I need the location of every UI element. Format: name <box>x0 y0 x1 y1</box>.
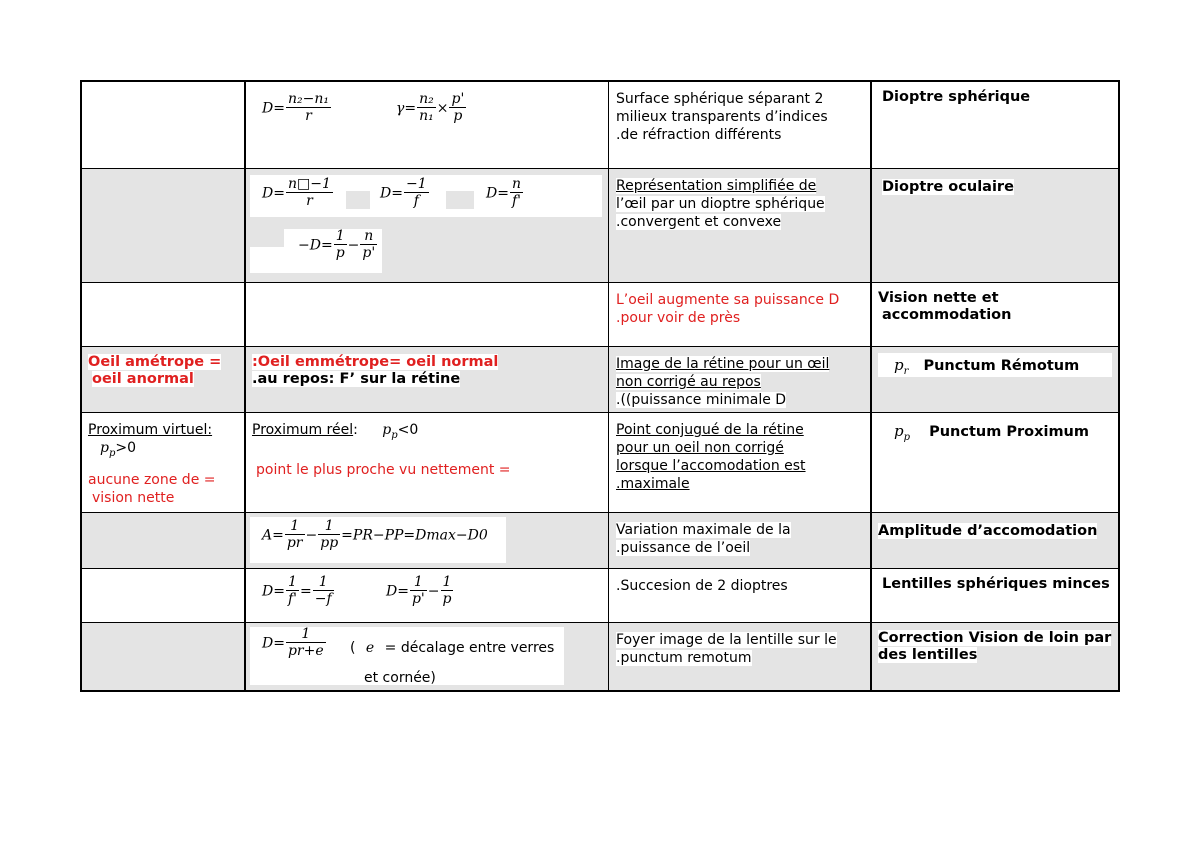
gap <box>346 191 370 209</box>
formula-numerator: 1 <box>285 519 305 535</box>
formula-conjugate <box>298 229 378 262</box>
term-cell <box>872 513 1118 568</box>
term-title: Lentilles sphériques minces <box>882 576 1110 592</box>
formula-numerator: n <box>511 176 521 192</box>
formula-lhs: D= <box>486 185 509 202</box>
note-symbol: e <box>365 640 375 656</box>
formula-denominator: f' <box>287 591 297 607</box>
gap <box>250 229 284 247</box>
formula-denominator: pr+e <box>287 643 324 659</box>
definition-cell <box>610 623 870 690</box>
definition-line: non corrigé au repos <box>616 374 761 390</box>
formula-focal <box>380 177 430 210</box>
term-line: accommodation <box>882 307 1012 323</box>
formula-denominator: p' <box>362 245 376 261</box>
category-line: oeil anormal <box>92 371 194 387</box>
formula-lhs: D= <box>262 100 285 117</box>
term-cell <box>872 82 1118 168</box>
proximum-real-label: Proximum réel <box>252 422 354 438</box>
formula-numerator: 1 <box>334 229 347 245</box>
formula-denominator: pr <box>286 535 303 551</box>
definition-line: Représentation simplifiée de <box>616 178 817 194</box>
punctum-symbol: p <box>894 356 904 374</box>
emmetrope-title: :Oeil emmétrope= oeil normal <box>252 354 499 370</box>
term-title: Dioptre oculaire <box>882 179 1014 195</box>
cell-empty <box>82 82 244 168</box>
column-divider <box>608 82 609 690</box>
label-colon: : <box>353 422 358 438</box>
proximum-relation: <0 <box>397 422 419 438</box>
formula-magnification <box>396 92 467 125</box>
formula-denominator: p <box>442 591 452 607</box>
cell-empty <box>82 283 244 346</box>
formula-denominator: r <box>305 108 312 124</box>
table-row <box>82 512 1118 568</box>
term-line: des lentilles <box>878 647 978 663</box>
formula-denominator: r <box>306 193 313 209</box>
definition-cell <box>610 347 870 412</box>
term-cell <box>872 347 1118 412</box>
punctum-symbol: p <box>894 422 904 440</box>
summary-table <box>80 80 1120 692</box>
category-line: Oeil amétrope = <box>88 354 222 370</box>
formula-lhs: −D= <box>298 237 333 254</box>
definition-line: .de réfraction différents <box>616 127 782 143</box>
formula-denominator: f <box>413 193 419 209</box>
category-cell <box>82 413 244 512</box>
formula-denominator: p <box>453 108 463 124</box>
definition-cell <box>610 513 870 568</box>
formula-numerator: 1 <box>313 575 334 591</box>
formula-operator: − <box>347 237 360 254</box>
formula-denominator: p' <box>411 591 425 607</box>
definition-line: Variation maximale de la <box>616 522 791 538</box>
definition-line: .punctum remotum <box>616 650 752 666</box>
formula-numerator: −1 <box>405 176 427 192</box>
proximum-symbol: p <box>382 422 392 438</box>
note-text: = décalage entre verres <box>384 640 555 656</box>
formula-operator: × <box>436 100 449 117</box>
term-cell <box>872 623 1118 690</box>
formula-cell <box>246 623 608 690</box>
table-row <box>82 622 1118 690</box>
definition-line: Foyer image de la lentille sur le <box>616 632 837 648</box>
term-cell <box>872 283 1118 346</box>
formula-operator: − <box>427 583 440 600</box>
term-title: Amplitude d’accomodation <box>878 523 1098 539</box>
definition-line: .puissance de l’oeil <box>616 540 751 556</box>
formula-numerator: 1 <box>286 575 299 591</box>
formula-numerator: 1 <box>441 575 454 591</box>
column-divider <box>244 82 246 690</box>
proximum-subscript: p <box>108 447 116 459</box>
column-divider <box>870 82 872 690</box>
formula-cell <box>246 169 608 282</box>
table-row <box>82 412 1118 512</box>
term-title: Dioptre sphérique <box>882 89 1031 105</box>
formula-operator: − <box>305 527 318 544</box>
formula-numerator: p' <box>451 91 465 107</box>
punctum-subscript: p <box>903 432 911 444</box>
term-title: Punctum Rémotum <box>923 358 1080 374</box>
formula-lhs: D= <box>386 583 409 600</box>
proximum-symbol: p <box>100 440 109 456</box>
formula-note <box>350 639 554 657</box>
formula-numerator: n□−1 <box>287 176 331 192</box>
formula-lhs: D= <box>380 185 403 202</box>
formula-lhs: D= <box>262 185 285 202</box>
term-cell <box>872 569 1118 622</box>
term-title <box>878 289 1112 324</box>
formula-cell <box>246 82 608 168</box>
definition-cell <box>610 82 870 168</box>
formula-denominator: p <box>335 245 345 261</box>
formula-lhs: γ= <box>396 100 417 117</box>
formula-numerator: n <box>360 229 377 245</box>
formula-denominator: n₁ <box>419 108 434 124</box>
formula-amplitude <box>262 519 488 552</box>
definition-line: Image de la rétine pour un œil <box>616 356 830 372</box>
definition-line: milieux transparents d’indices <box>616 109 828 125</box>
cell-empty <box>82 513 244 568</box>
cell-empty <box>82 569 244 622</box>
formula-operator: = <box>300 583 312 600</box>
proximum-virtual-label: Proximum virtuel: <box>88 422 213 438</box>
formula-numerator: 1 <box>318 519 340 535</box>
definition-line: lorsque l’accomodation est <box>616 458 806 474</box>
term-line: Vision nette et <box>878 290 999 306</box>
definition-line: Surface sphérique séparant 2 <box>616 91 824 107</box>
formula-cell <box>246 513 608 568</box>
formula-thin-lens-conjugate <box>386 575 454 608</box>
definition-line: .pour voir de près <box>616 310 741 326</box>
emmetrope-detail: .au repos: F’ sur la rétine <box>252 371 461 387</box>
nearest-point-text: point le plus proche vu nettement = <box>256 461 511 478</box>
cell-empty <box>82 169 244 282</box>
formula-lhs: D= <box>262 583 285 600</box>
definition-line: l’œil par un dioptre sphérique <box>616 196 825 212</box>
definition-line: .((puissance minimale D <box>616 392 787 408</box>
formula-cell <box>246 413 608 512</box>
term-cell <box>872 413 1118 512</box>
formula-rhs: =PR−PP=Dmax−D0 <box>341 527 488 544</box>
formula-denominator: f' <box>511 193 521 209</box>
table-row <box>82 346 1118 412</box>
punctum-subscript: r <box>903 366 909 378</box>
formula-correction <box>262 627 327 660</box>
term-title: Punctum Proximum <box>929 424 1089 440</box>
formula-numerator: 1 <box>410 575 427 591</box>
definition-line: Point conjugué de la rétine <box>616 422 804 438</box>
table-row <box>82 82 1118 168</box>
formula-dioptre-ocular <box>262 177 334 210</box>
definition-line: pour un oeil non corrigé <box>616 440 784 456</box>
formula-denominator: −f <box>314 591 332 607</box>
term-cell <box>872 169 1118 282</box>
formula-numerator: n₂−n₁ <box>287 91 329 107</box>
formula-lhs: A= <box>262 527 284 544</box>
cell-empty <box>246 283 608 346</box>
proximum-relation: >0 <box>115 440 137 456</box>
formula-dioptre-power <box>262 92 332 125</box>
formula-cell <box>246 347 608 412</box>
formula-image-focal <box>486 177 524 210</box>
no-sharp-zone-text: aucune zone de = <box>88 471 216 488</box>
formula-cell <box>246 569 608 622</box>
table-row <box>82 168 1118 282</box>
note-text: et cornée) <box>364 670 436 686</box>
formula-denominator: pp <box>320 535 339 551</box>
definition-line: .maximale <box>616 476 690 492</box>
definition-cell <box>610 569 870 622</box>
note-paren: ( <box>350 640 356 656</box>
formula-thin-lens-focal <box>262 575 335 608</box>
proximum-subscript: p <box>391 429 398 441</box>
formula-lhs: D= <box>262 635 285 652</box>
category-cell <box>82 347 244 412</box>
term-line: Correction Vision de loin par <box>878 630 1112 646</box>
gap <box>446 191 474 209</box>
definition-cell <box>610 413 870 512</box>
definition-cell <box>610 169 870 282</box>
no-sharp-zone-text: vision nette <box>92 489 175 506</box>
definition-line: L’oeil augmente sa puissance D <box>616 292 840 308</box>
definition-line: .convergent et convexe <box>616 214 782 230</box>
table-row <box>82 282 1118 346</box>
definition-line: .Succesion de 2 dioptres <box>616 578 788 594</box>
definition-cell <box>610 283 870 346</box>
cell-empty <box>82 623 244 690</box>
formula-numerator: 1 <box>286 627 326 643</box>
formula-numerator: n₂ <box>419 91 434 107</box>
table-row <box>82 568 1118 622</box>
